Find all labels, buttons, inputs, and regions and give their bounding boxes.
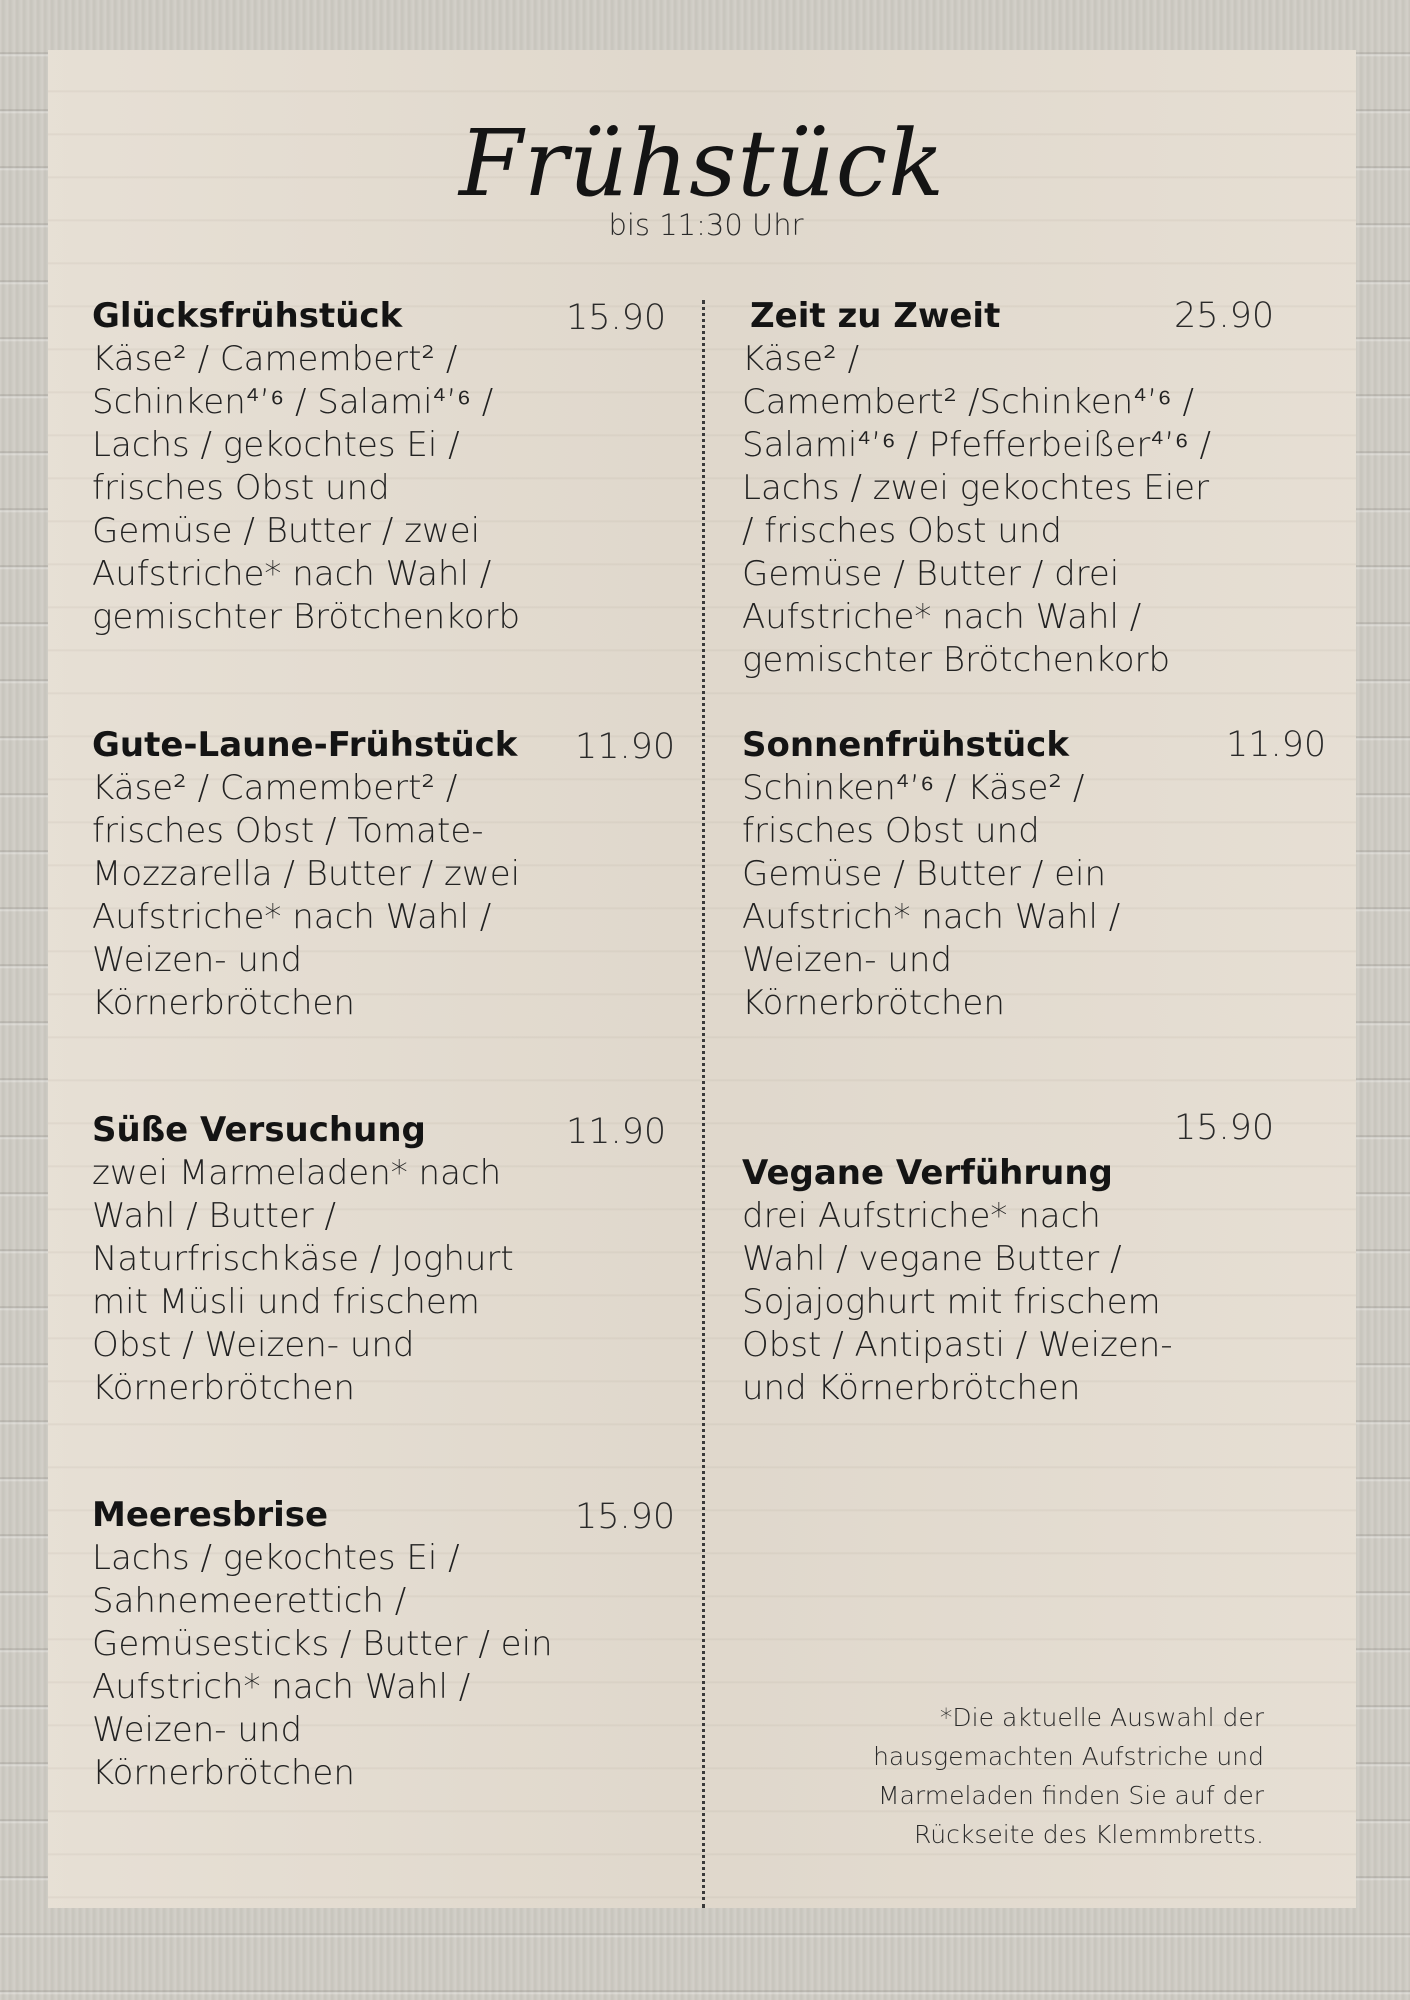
item-price: 11.90 (1226, 725, 1327, 765)
item-name: Glücksfrühstück (92, 296, 403, 336)
item-price: 15.90 (566, 298, 667, 338)
item-price: 25.90 (1174, 296, 1275, 336)
menu-board (48, 50, 1356, 1908)
item-description: drei Aufstriche* nach Wahl / vegane Butter / Sojajoghurt mit frischem Obst / Antipasti / Weizen- und Körnerbrötchen (742, 1196, 1173, 1408)
item-price: 15.90 (575, 1497, 676, 1537)
item-price: 15.90 (1174, 1108, 1275, 1148)
item-name: Gute-Laune-Frühstück (92, 725, 518, 765)
item-name: Meeresbrise (92, 1495, 329, 1535)
item-name: Süße Versuchung (92, 1110, 426, 1150)
item-description: Lachs / gekochtes Ei / Sahnemeerettich / Gemüsesticks / Butter / ein Aufstrich* nach Wahl / Weizen- und Körnerbrötchen (92, 1538, 553, 1793)
item-description: Käse² / Camembert² /Schinken⁴’⁶ / Salami⁴’⁶ / Pfefferbeißer⁴’⁶ / Lachs / zwei gekochtes Eier / frisches Obst und Gemüse / Butter / drei Aufstriche* nach Wahl / gemischter Brötchenkorb (742, 339, 1212, 680)
item-description: Käse² / Camembert² / Schinken⁴’⁶ / Salami⁴’⁶ / Lachs / gekochtes Ei / frisches Obst und Gemüse / Butter / zwei Aufstriche* nach Wahl / gemischter Brötchenkorb (92, 339, 521, 637)
item-description: Käse² / Camembert² / frisches Obst / Tomate- Mozzarella / Butter / zwei Aufstriche* nach Wahl / Weizen- und Körnerbrötchen (92, 768, 521, 1023)
item-name: Sonnenfrühstück (742, 725, 1069, 765)
menu-subtitle: bis 11:30 Uhr (608, 208, 804, 242)
item-price: 11.90 (575, 727, 676, 767)
footnote: *Die aktuelle Auswahl der hausgemachten Aufstriche und Marmeladen finden Sie auf der Rückseite des Klemmbretts. (873, 1703, 1264, 1849)
item-name: Zeit zu Zweit (750, 296, 1001, 336)
item-price: 11.90 (566, 1112, 667, 1152)
item-description: Schinken⁴’⁶ / Käse² / frisches Obst und Gemüse / Butter / ein Aufstrich* nach Wahl / Weizen- und Körnerbrötchen (742, 768, 1121, 1023)
column-divider (702, 300, 705, 1908)
item-description: zwei Marmeladen* nach Wahl / Butter / Naturfrischkäse / Joghurt mit Müsli und frischem Obst / Weizen- und Körnerbrötchen (92, 1153, 514, 1408)
item-name: Vegane Verführung (742, 1153, 1113, 1193)
menu-title: Frühstück (458, 110, 946, 217)
